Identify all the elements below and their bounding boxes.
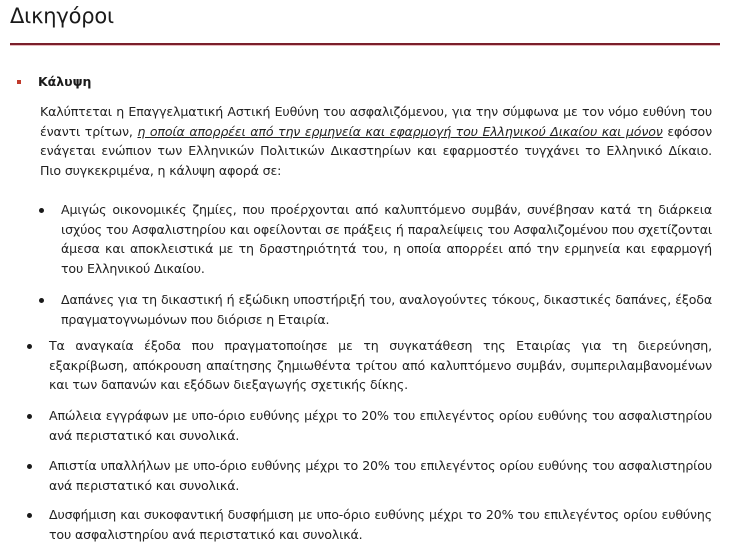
bullet-icon bbox=[27, 414, 32, 419]
list-item-text: Τα αναγκαία έξοδα που πραγματοποίησε με τη συγκατάθεση της Εταιρίας για τη διερεύνηση, εξακρίβωση, απόκρουση απαίτησης ζημιωθέντα τρίτου από καλυπτόμενο συμβάν, συμπεριλαμβανομένων και των δαπανών και εξόδων διεξαγωγής σχετικής δίκης. bbox=[49, 338, 712, 393]
square-bullet-icon bbox=[17, 80, 21, 84]
bullet-icon bbox=[39, 298, 44, 303]
title-divider bbox=[10, 43, 720, 45]
list-item-text: Δαπάνες για τη δικαστική ή εξώδικη υποστήριξή του, αναλογούντες τόκους, δικαστικές δαπάνες, έξοδα πραγματογνωμόνων που διόρισε η Εταιρία. bbox=[61, 292, 712, 327]
list-item-text: Αμιγώς οικονομικές ζημίες, που προέρχονται από καλυπτόμενο συμβάν, συνέβησαν κατά τη διάρκεια ισχύος του Ασφαλιστηρίου και οφείλονται σε πράξεις ή παραλείψεις του Ασφαλιζομένου που σχετίζονται άμεσα και αποκλειστικά με τη δραστηριότητά του, η οποία απορρέει από την ερμηνεία και εφαρμογή του Ελληνικού Δικαίου. bbox=[61, 202, 712, 277]
bullet-icon bbox=[27, 513, 32, 518]
intro-emphasis: η οποία απορρέει από την ερμηνεία και εφαρμογή του Ελληνικού Δικαίου και μόνον bbox=[137, 123, 663, 139]
list-item-text: Απώλεια εγγράφων με υπο-όριο ευθύνης μέχρι το 20% του επιλεγέντος ορίου ευθύνης του ασφαλιστηρίου ανά περιστατικό και συνολικά. bbox=[49, 408, 712, 443]
list-item-text: Δυσφήμιση και συκοφαντική δυσφήμιση με υπο-όριο ευθύνης μέχρι το 20% του επιλεγέντος ορίου ευθύνης του ασφαλιστηρίου ανά περιστατικό και συνολικά. bbox=[49, 507, 712, 542]
bullet-icon bbox=[27, 464, 32, 469]
intro-paragraph bbox=[40, 102, 712, 181]
intro-text-part2: εφόσον ενάγεται ενώπιον των Ελληνικών Πολιτικών Δικαστηρίων και εφαρμοστέο τυγχάνει το Ελληνικό Δίκαιο. Πιο συγκεκριμένα, η κάλυψη αφορά σε: bbox=[40, 123, 712, 179]
list-item-text: Απιστία υπαλλήλων με υπο-όριο ευθύνης μέχρι το 20% του επιλεγέντος ορίου ευθύνης του ασφαλιστηρίου ανά περιστατικό και συνολικά. bbox=[49, 458, 712, 493]
bullet-icon bbox=[27, 344, 32, 349]
section-title: Κάλυψη bbox=[38, 74, 92, 89]
bullet-icon bbox=[39, 208, 44, 213]
intro-text-part1: Καλύπτεται η Επαγγελματική Αστική Ευθύνη του ασφαλιζόμενου, για την σύμφωνα με τον νόμο ευθύνη του έναντι τρίτων, bbox=[40, 104, 712, 139]
page-title: Δικηγόροι bbox=[10, 4, 114, 28]
section-heading bbox=[17, 74, 91, 89]
